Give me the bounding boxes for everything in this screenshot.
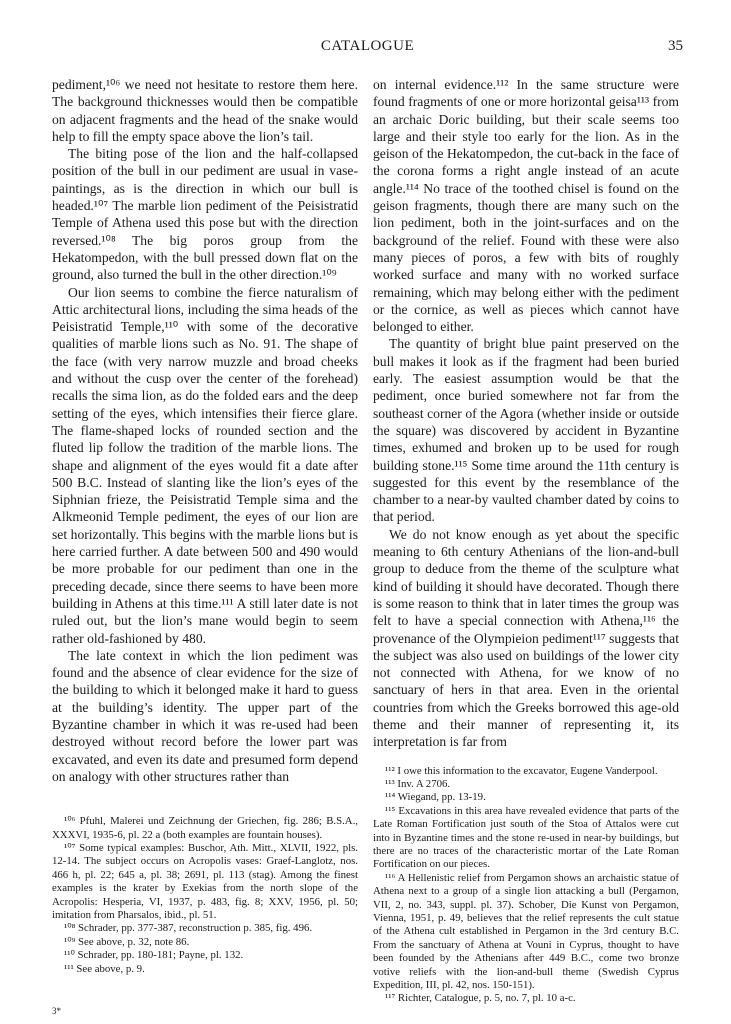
body-paragraph: The quantity of bright blue paint preserved on the bull makes it look as if the fragment had been buried early. The easiest assumption would be that the pediment, once buried somewhere not far from the southeast corner of the Agora (whether inside or outside the square) was discovered by accident in Byzantine times, exhumed and broken up to be used for rough building stone.¹¹⁵ Some time around the 11th century is suggested for this event by the resemblance of the chamber to a near-by vaulted chamber dated by coins to that period. [373, 336, 679, 525]
body-paragraph: The biting pose of the lion and the half-collapsed position of the bull in our pediment are usual in vase-paintings, as is the direction in which our bull is headed.¹⁰⁷ The marble lion pediment of the Peisistratid Temple of Athena used this pose but with the direction reversed.¹⁰⁸ The big poros group from the Hekatompedon, with the bull pressed down flat on the ground, also turned the bull in the other direction.¹⁰⁹ [52, 146, 358, 283]
footnotes [373, 765, 679, 1006]
body-paragraph: pediment,¹⁰⁶ we need not hesitate to restore them here. The background thicknesses would then be compatible on adjacent fragments and the head of the snake would help to fill the empty space above the lion’s tail. [52, 77, 358, 144]
page-number: 35 [668, 38, 683, 54]
footnote: ¹¹³ Inv. A 2706. [385, 777, 451, 790]
footnote: ¹¹⁶ A Hellenistic relief from Pergamon shows an archaistic statue of Athena next to a group of a single lion attacking a bull (Pergamon, VII, 2, no. 343, suppl. pl. 37). Schober, Die Kunst von Pergamon, Vienna, 1951, p. 49, believes that the relief represents the cult statue of the Athena cult established in Pergamon in the 3rd century B.C. From the sanctuary of Athena at Vouni in Cyprus, thought to have been founded by the Athenians after 449 B.C., come two bronze votive reliefs with the lion-and-bull theme (Swedish Cyprus Expedition, III, pl. 42, nos. 150-151). [373, 871, 679, 992]
left-column [52, 76, 358, 976]
signature-mark: 3* [52, 1006, 61, 1016]
footnote: ¹⁰⁹ See above, p. 32, note 86. [64, 935, 190, 948]
footnote: ¹¹¹ See above, p. 9. [64, 962, 145, 975]
footnote: ¹⁰⁸ Schrader, pp. 377-387, reconstruction p. 385, fig. 496. [64, 922, 313, 935]
footnote: ¹¹⁴ Wiegand, pp. 13-19. [385, 791, 486, 804]
footnote: ¹¹⁰ Schrader, pp. 180-181; Payne, pl. 132. [64, 949, 244, 962]
footnote: ¹¹⁷ Richter, Catalogue, p. 5, no. 7, pl. 10 a-c. [385, 992, 576, 1005]
footnote: ¹¹⁵ Excavations in this area have revealed evidence that parts of the Late Roman Fortification just south of the Stoa of Attalos were cut into in Byzantine times and the stone re-used in near-by buildings, but there are no traces of the characteristic mortar of the Late Roman Fortification on our pieces. [373, 804, 679, 871]
footnotes [52, 815, 358, 976]
body-paragraph: on internal evidence.¹¹² In the same structure were found fragments of one or more horizontal geisa¹¹³ from an archaic Doric building, but their scale seems too large and their style too early for the lion. As in the geison of the Hekatompedon, the cut-back in the face of the corona forms a right angle instead of an acute angle.¹¹⁴ No trace of the toothed chisel is found on the geison fragments, though there are many such on the lion pediment, both in the joint-surfaces and on the background of the relief. Found with these were also many pieces of poros, a few with bits of roughly worked surface and many with no worked surface remaining, which may belong either with the pediment or the cornice, as well as pieces which cannot have belonged to either. [373, 77, 679, 335]
footnote: ¹¹² I owe this information to the excavator, Eugene Vanderpool. [385, 764, 658, 777]
page-header [52, 38, 683, 58]
body-paragraph: Our lion seems to combine the fierce naturalism of Attic architectural lions, including the sima heads of the Peisistratid Temple,¹¹⁰ with some of the decorative qualities of marble lions such as No. 91. The shape of the face (with very narrow muzzle and broad cheeks and without the cusp over the center of the forehead) recalls the sima lion, as do the folded ears and the deep setting of the eyes, which intensifies their fierce glare. The flame-shaped locks of rounded section and the fluted lip follow the tradition of the marble lions. The shape and alignment of the eyes would fit a date after 500 B.C. Instead of slanting like the lion’s eyes of the Siphnian frieze, the Peisistratid Temple sima and the Alkmeonid Temple pediment, the eyes of our lion are set horizontally. This begins with the marble lions but is here carried further. A date between 500 and 490 would be more probable for our pediment than one in the preceding decade, since there seems to have been more building in Athens at this time.¹¹¹ A still later date is not ruled out, but the lion’s mane would begin to seem rather old-fashioned by 480. [52, 284, 358, 646]
right-column [373, 76, 679, 1006]
body-paragraph: We do not know enough as yet about the specific meaning to 6th century Athenians of the lion-and-bull group to deduce from the theme of the sculpture what kind of building it should have decorated. Though there is some reason to think that in later times the group was felt to have a special connection with Athena,¹¹⁶ the provenance of the Olympieion pediment¹¹⁷ suggests that the subject was also used on buildings of the lower city not connected with Athena, for we know of no sanctuary of hers in that area. Even in the oriental countries from which the Greeks borrowed this age-old theme and their manner of representing it, its interpretation is far from [373, 526, 679, 750]
body-paragraph: The late context in which the lion pediment was found and the absence of clear evidence for the size of the building to which it belonged make it hard to guess at the building’s identity. The upper part of the Byzantine chamber in which it was re-used had been destroyed without record before the lower part was excavated, and even its date and presumed form depend on analogy with other structures rather than [52, 647, 358, 784]
running-title: CATALOGUE [320, 38, 415, 54]
footnote: ¹⁰⁶ Pfuhl, Malerei und Zeichnung der Griechen, fig. 286; B.S.A., XXXVI, 1935-6, pl. 22 a (both examples are fountain houses). [52, 815, 358, 841]
footnote: ¹⁰⁷ Some typical examples: Buschor, Ath. Mitt., XLVII, 1922, pls. 12-14. The subject occurs on Acropolis vases: Graef-Langlotz, nos. 466 h, pl. 22; 645 a, pl. 38; 2691, pl. 113 (stag). Among the finest examples is the krater by Exekias from the north slope of the Acropolis: Hesperia, VI, 1937, p. 483, fig. 8; XXV, 1956, pl. 50; imitation from Pharsalos, ibid., pl. 51. [52, 841, 358, 922]
